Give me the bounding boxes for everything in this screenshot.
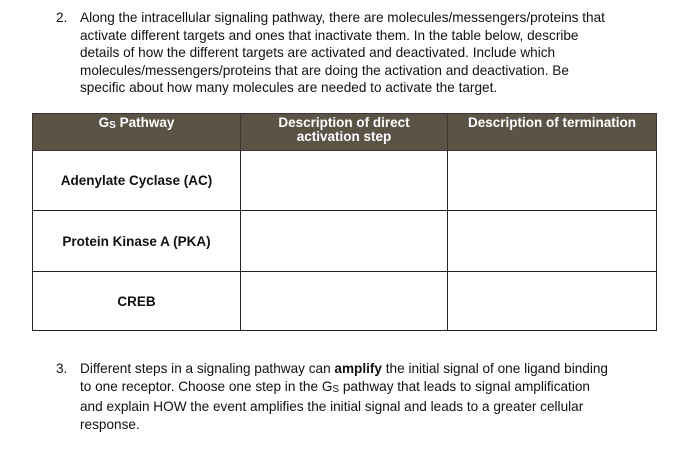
termination-cell[interactable] [448, 151, 657, 211]
question-2-line: details of how the different targets are activated and deactivated. Include which [80, 45, 556, 60]
termination-cell[interactable] [448, 272, 657, 331]
activation-cell[interactable] [241, 211, 448, 272]
table-row [33, 272, 657, 331]
question-3-text [80, 360, 670, 433]
header-gs-pathway: GS Pathway [33, 114, 241, 151]
emphasis-amplify: amplify [334, 361, 382, 376]
row-label: Protein Kinase A (PKA) [33, 211, 241, 272]
question-2-line: molecules/messengers/proteins that are doing the activation and deactivation. Be [80, 62, 569, 78]
question-2-line: activate different targets and ones that inactivate them. In the table below, describe [80, 27, 579, 43]
question-3-line: to one receptor. Choose one step in the GS pathway that leads to signal amplification [80, 378, 590, 395]
header-activation-step: Description of direct activation step [241, 114, 448, 151]
question-3-line: response. [80, 416, 140, 432]
termination-cell[interactable] [448, 211, 657, 272]
table-header-row [33, 114, 657, 151]
row-label: CREB [33, 272, 241, 331]
question-2-line: specific about how many molecules are needed to activate the target. [80, 80, 498, 95]
question-2-text [80, 9, 670, 97]
question-3-line: Different steps in a signaling pathway can amplify the initial signal of one ligand binding [80, 361, 608, 376]
question-2-line: Along the intracellular signaling pathway, there are molecules/messengers/proteins that [80, 10, 605, 25]
activation-cell[interactable] [241, 272, 448, 331]
header-termination: Description of termination [448, 114, 657, 151]
question-2-number: 2. [56, 10, 68, 25]
table-row [33, 211, 657, 272]
question-3-number: 3. [56, 361, 68, 376]
activation-cell[interactable] [241, 151, 448, 211]
table-row [33, 151, 657, 211]
row-label: Adenylate Cyclase (AC) [33, 151, 241, 211]
gs-pathway-table [32, 113, 657, 331]
question-3-line: and explain HOW the event amplifies the initial signal and leads to a greater cellular [80, 399, 584, 414]
